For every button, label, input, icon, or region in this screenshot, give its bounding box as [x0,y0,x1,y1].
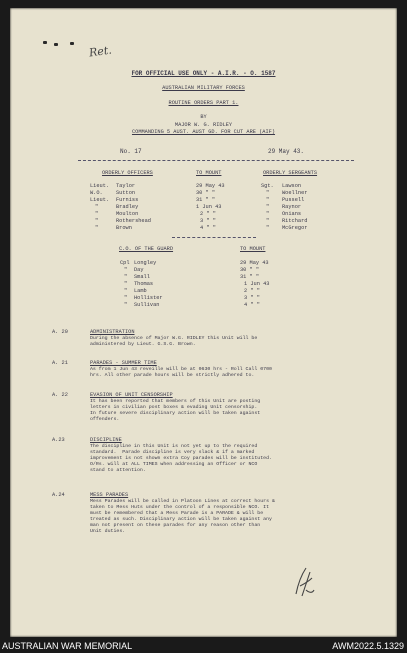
sergeant-name: Ritchard [282,218,308,224]
guard-date: 30 " " [240,267,260,273]
officer-name: Moulton [116,211,139,217]
sergeant-name: McGregor [282,225,308,231]
paragraph-title: ADMINISTRATION [90,329,135,335]
guard-date: 31 " " [240,274,260,280]
guard-date: 3 " " [244,295,260,301]
guard-rank: Cpl [120,260,130,266]
paragraph-title: MESS PARADES [90,492,129,498]
sergeant-name: Onians [282,211,302,217]
guard-name: Hollister [134,295,163,301]
punch-hole [54,43,58,46]
paragraph-number: A. 22 [52,392,68,398]
guard-date: 4 " " [244,302,260,308]
guard-name: Longley [134,260,157,266]
sergeant-name: Woellner [282,190,308,196]
guard-name: Small [134,274,150,280]
handwritten-note: Ret. [88,43,113,60]
officer-name: Rothershead [116,218,151,224]
officer-name: Brown [116,225,132,231]
paragraph-title: DISCIPLINE [90,437,122,443]
paragraph-number: A. 20 [52,329,68,335]
guard-to-mount-heading: TO MOUNT [240,246,266,252]
sergeant-rank: Sgt. [261,183,274,189]
sergeant-rank: " [266,225,270,231]
divider [172,237,256,238]
officer-rank: W.O. [90,190,103,196]
to-mount-heading: TO MOUNT [196,170,222,176]
header-line-2: AUSTRALIAN MILITARY FORCES [162,85,245,91]
officer-name: Taylor [116,183,136,189]
sergeant-rank: " [266,211,270,217]
divider [78,160,354,161]
officer-rank: " [95,211,99,217]
officer-name: Sutton [116,190,136,196]
officer-rank: " [95,204,99,210]
commander-name: MAJOR W. G. RIDLEY [174,122,233,128]
officer-name: Furniss [116,197,139,203]
guard-name: Lamb [134,288,147,294]
officer-date: 31 " " [196,197,216,203]
guard-rank: " [124,281,128,287]
paragraph-body: Mess Parades will be called in Platoon Lines at correct hours & taken to Mess Huts under the control of a responsible NCO. It must be remembered that a Mess Parade is a PARADE & will be treated as such. Disciplinary action will be taken against any man not present on these parades for any reason other than Unit duties. [90,499,275,535]
officer-rank: Lieut. [90,183,110,189]
guard-heading: C.O. OF THE GUARD [119,246,174,252]
guard-date: 2 " " [244,288,260,294]
handwritten-signature [288,564,320,600]
order-number: No. 17 [120,148,142,155]
paragraph-title: PARADES - SUMMER TIME [90,360,157,366]
paragraph-body: During the absence of Major W.G. RIDLEY this Unit will be administered by Lieut. G.S.G. Brown. [90,336,258,348]
orderly-officers-heading: ORDERLY OFFICERS [102,170,153,176]
commanding-line: COMMANDING 5 AUST. AUST GD. FOR CUT ARE (AIF) [131,129,276,135]
paragraph-body: As from 1 Jun 43 reveille will be at 0630 hrs - Roll Call 0700 hrs. All other parade hours will be strictly adhered to. [90,367,272,379]
orderly-sergeants-heading: ORDERLY SERGEANTS [263,170,318,176]
guard-rank: " [124,274,128,280]
guard-date: 29 May 43 [240,260,269,266]
guard-name: Sullivan [134,302,160,308]
paragraph-body: The discipline in this Unit is not yet up to the required standard. Parade discipline is very slack & if a marked improvement is not shown extra Coy parades will be instituted. O/Rs. will at ALL TIMES when addressing an Officer or NCO stand to attention. [90,444,272,474]
sergeant-rank: " [266,197,270,203]
guard-rank: " [124,295,128,301]
punch-hole [70,42,74,45]
by-line: BY [200,114,207,120]
header-line-3: ROUTINE ORDERS PART 1. [168,100,239,106]
officer-date: 3 " " [200,218,216,224]
punch-hole [43,41,47,44]
guard-date: 1 Jun 43 [244,281,270,287]
sergeant-name: Pussell [282,197,305,203]
officer-rank: " [95,218,99,224]
footer-accession-number: AWM2022.5.1329 [332,641,404,651]
officer-rank: Lieut. [90,197,110,203]
officer-date: 2 " " [200,211,216,217]
guard-name: Day [134,267,144,273]
document-page [10,8,397,637]
paragraph-number: A.23 [52,437,65,443]
officer-date: 29 May 43 [196,183,225,189]
paragraph-title: EVASION OF UNIT CENSORSHIP [90,392,173,398]
paragraph-body: It has been reported that members of this Unit are posting letters in civilian post boxes & evading Unit censorship. In future severe disciplinary action will be taken against offenders. [90,399,261,423]
header-line-1: FOR OFFICIAL USE ONLY - A.I.R. - O. 1587 [131,70,276,77]
officer-rank: " [95,225,99,231]
guard-rank: " [124,267,128,273]
sergeant-rank: " [266,204,270,210]
paragraph-number: A.24 [52,492,65,498]
guard-name: Thomas [134,281,154,287]
officer-date: 30 " " [196,190,216,196]
sergeant-name: Lawson [282,183,302,189]
officer-date: 1 Jun 43 [196,204,222,210]
order-date: 29 May 43. [268,148,305,155]
sergeant-rank: " [266,190,270,196]
officer-date: 4 " " [200,225,216,231]
footer-source: AUSTRALIAN WAR MEMORIAL [2,641,133,651]
officer-name: Bradley [116,204,139,210]
sergeant-rank: " [266,218,270,224]
guard-rank: " [124,288,128,294]
paragraph-number: A. 21 [52,360,68,366]
guard-rank: " [124,302,128,308]
sergeant-name: Raynor [282,204,302,210]
